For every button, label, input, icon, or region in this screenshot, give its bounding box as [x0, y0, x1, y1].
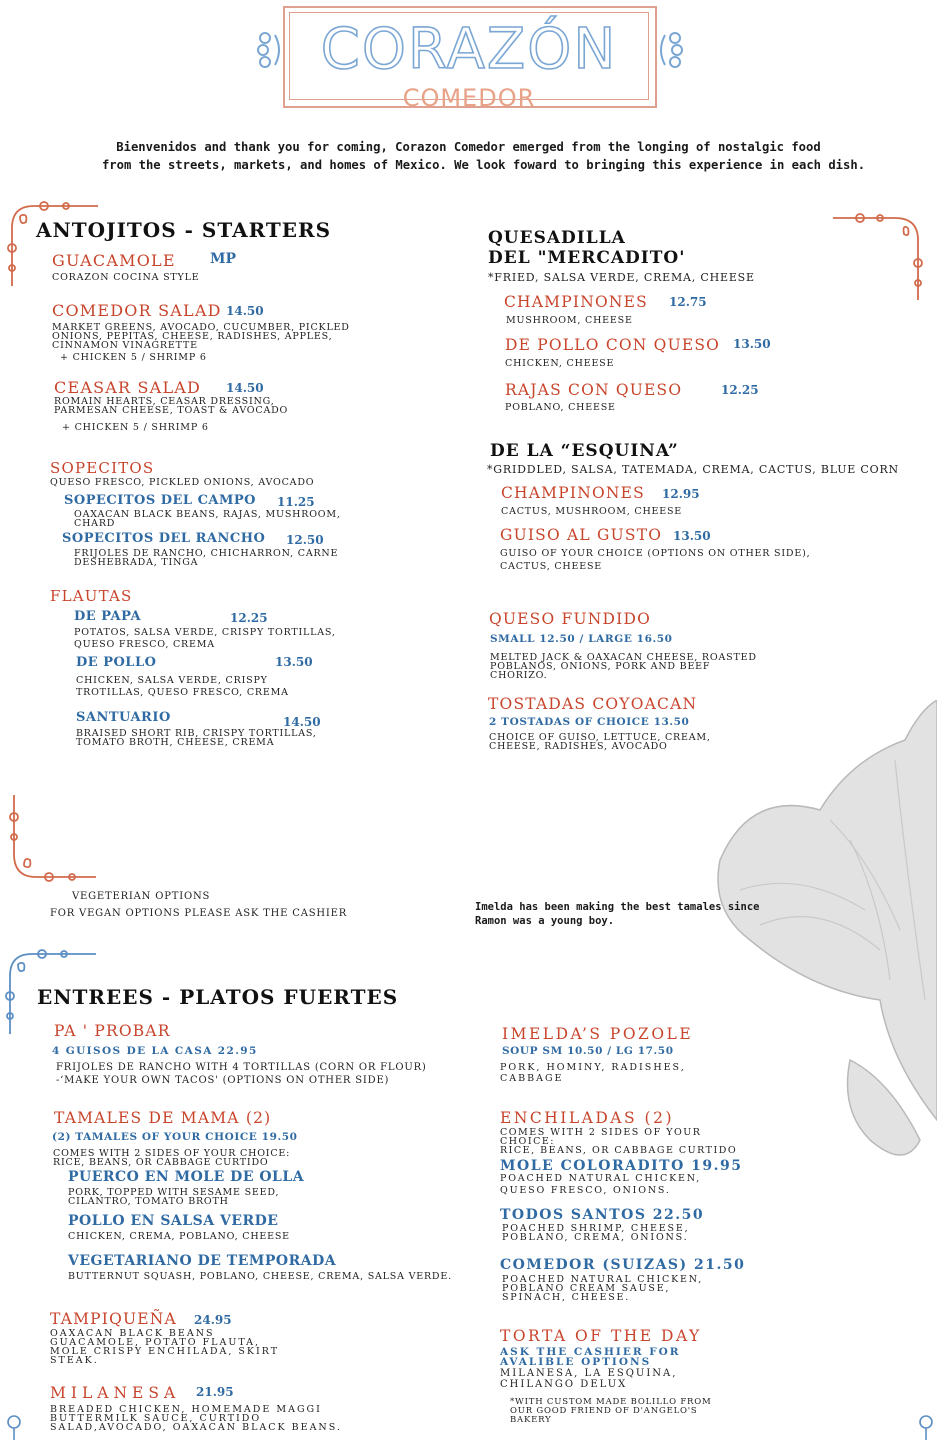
comedor-salad-desc-2: ONIONS, PEPITAS, CHEESE, RADISHES, APPLES, — [52, 331, 333, 342]
tampiquena-name: TAMPIQUEÑA — [50, 1310, 177, 1328]
flourish-mid-left-icon — [4, 792, 99, 887]
enchiladas-desc-2: CHOICE: — [500, 1136, 555, 1147]
esquina-champinones-price: 12.95 — [662, 487, 700, 501]
probar-name: PA ' PROBAR — [54, 1022, 171, 1040]
veg-note: VEGETERIAN OPTIONS — [72, 891, 211, 902]
starters-heading: ANTOJITOS - STARTERS — [36, 218, 332, 242]
flautas-pollo-desc-2: TROTILLAS, QUESO FRESCO, CREMA — [76, 687, 289, 698]
fundido-name: QUESO FUNDIDO — [489, 610, 652, 628]
imelda-note-2: Ramon was a young boy. — [475, 915, 615, 927]
quesadilla-champinones-name: CHAMPINONES — [504, 293, 648, 311]
pozole-sub: SOUP SM 10.50 / LG 17.50 — [502, 1045, 674, 1057]
tamales-vegetariano-desc: BUTTERNUT SQUASH, POBLANO, CHEESE, CREMA, SALSA VERDE. — [68, 1271, 452, 1282]
tampiquena-desc-3: MOLE CRISPY ENCHILADA, SKIRT — [50, 1346, 280, 1357]
entrees-heading: ENTREES - PLATOS FUERTES — [37, 985, 399, 1009]
sopecitos-campo-desc-1: OAXACAN BLACK BEANS, RAJAS, MUSHROOM, — [74, 509, 341, 520]
quesadilla-pollo-desc: CHICKEN, CHEESE — [505, 358, 615, 369]
enchiladas-santos-desc-2: POBLANO, CREMA, ONIONS. — [502, 1232, 689, 1243]
enchiladas-santos-name: TODOS SANTOS 22.50 — [500, 1207, 705, 1223]
ceasar-salad-price: 14.50 — [226, 381, 264, 395]
enchiladas-mole-name: MOLE COLORADITO 19.95 — [500, 1158, 743, 1174]
quesadilla-pollo-name: DE POLLO CON QUESO — [505, 336, 721, 354]
quesadilla-pollo-price: 13.50 — [733, 337, 771, 351]
tamales-sub: (2) TAMALES OF YOUR CHOICE 19.50 — [52, 1131, 298, 1143]
tamales-puerco-name: PUERCO EN MOLE DE OLLA — [68, 1169, 305, 1185]
torta-note-1: *WITH CUSTOM MADE BOLILLO FROM — [510, 1397, 712, 1407]
enchiladas-desc-1: COMES WITH 2 SIDES OF YOUR — [500, 1127, 702, 1138]
flautas-santuario-desc-2: TOMATO BROTH, CHEESE, CREMA — [76, 737, 275, 748]
milanesa-desc-3: SALAD,AVOCADO, OAXACAN BLACK BEANS. — [50, 1422, 342, 1433]
tamales-puerco-desc-2: CILANTRO, TOMATO BROTH — [68, 1196, 229, 1207]
comedor-salad-desc-1: MARKET GREENS, AVOCADO, CUCUMBER, PICKLED — [52, 322, 350, 333]
esquina-champinones-name: CHAMPINONES — [501, 484, 645, 502]
tamales-pollo-desc: CHICKEN, CREMA, POBLANO, CHEESE — [68, 1231, 290, 1242]
quesadilla-heading-1: QUESADILLA — [488, 228, 626, 248]
esquina-guiso-name: GUISO AL GUSTO — [500, 526, 663, 544]
sopecitos-name: SOPECITOS — [50, 459, 155, 477]
fundido-sizes: SMALL 12.50 / LARGE 16.50 — [490, 633, 673, 645]
milanesa-price: 21.95 — [196, 1385, 234, 1399]
flautas-pollo-desc-1: CHICKEN, SALSA VERDE, CRISPY — [76, 675, 268, 686]
flautas-santuario-price: 14.50 — [283, 715, 321, 729]
esquina-heading: DE LA “ESQUINA” — [490, 441, 679, 461]
torta-sub-2: AVALIBLE OPTIONS — [500, 1356, 652, 1368]
enchiladas-name: ENCHILADAS (2) — [500, 1109, 674, 1127]
sopecitos-campo-name: SOPECITOS DEL CAMPO — [64, 493, 257, 508]
tostadas-desc-2: CHEESE, RADISHES, AVOCADO — [489, 741, 668, 752]
enchiladas-mole-desc-1: POACHED NATURAL CHICKEN, — [500, 1173, 702, 1184]
sopecitos-desc: QUESO FRESCO, PICKLED ONIONS, AVOCADO — [50, 477, 315, 488]
flower-illustration-icon — [690, 700, 937, 1220]
enchiladas-mole-desc-2: QUESO FRESCO, ONIONS. — [500, 1185, 671, 1196]
probar-desc-1: FRIJOLES DE RANCHO WITH 4 TORTILLAS (CORN OR FLOUR) — [56, 1062, 427, 1073]
flautas-name: FLAUTAS — [50, 587, 133, 605]
tamales-vegetariano-name: VEGETARIANO DE TEMPORADA — [68, 1253, 337, 1269]
logo-sub: COMEDOR — [402, 84, 536, 112]
sopecitos-rancho-name: SOPECITOS DEL RANCHO — [62, 531, 266, 546]
quesadilla-champinones-desc: MUSHROOM, CHEESE — [506, 315, 633, 326]
logo — [283, 6, 655, 112]
milanesa-desc-2: BUTTERMILK SAUCE, CURTIDO — [50, 1413, 262, 1424]
quesadilla-rajas-name: RAJAS CON QUESO — [505, 381, 683, 399]
torta-note-2: OUR GOOD FRIEND OF D'ANGELO'S — [510, 1406, 698, 1416]
esquina-guiso-desc-1: GUISO OF YOUR CHOICE (OPTIONS ON OTHER SIDE), — [500, 548, 811, 559]
comedor-salad-price: 14.50 — [226, 304, 264, 318]
comedor-salad-name: COMEDOR SALAD — [52, 301, 222, 320]
pozole-name: IMELDA’S POZOLE — [502, 1025, 694, 1043]
flourish-top-right-icon — [830, 208, 925, 303]
comedor-salad-desc-3: CINNAMON VINAGRETTE — [52, 340, 198, 351]
quesadilla-heading-2: DEL "MERCADITO' — [488, 248, 686, 268]
enchiladas-santos-desc-1: POACHED SHRIMP, CHEESE, — [502, 1223, 690, 1234]
tostadas-sub: 2 TOSTADAS OF CHOICE 13.50 — [489, 716, 690, 728]
flautas-papa-desc-1: POTATOS, SALSA VERDE, CRISPY TORTILLAS, — [74, 627, 336, 638]
enchiladas-suizas-desc-2: POBLANO CREAM SAUSE, — [502, 1283, 671, 1294]
logo-name: CORAZÓN — [320, 17, 618, 82]
fundido-desc-2: POBLANOS, ONIONS, PORK AND BEEF — [490, 661, 711, 672]
flourish-bottom-left-icon — [4, 1412, 24, 1440]
tostadas-name: TOSTADAS COYOACAN — [488, 695, 698, 713]
pozole-desc-2: CABBAGE — [500, 1073, 564, 1084]
ceasar-salad-add: + CHICKEN 5 / SHRIMP 6 — [62, 422, 209, 433]
ceasar-salad-desc-1: ROMAIN HEARTS, CEASAR DRESSING, — [54, 396, 275, 407]
sopecitos-campo-price: 11.25 — [277, 495, 315, 509]
esquina-guiso-desc-2: CACTUS, CHEESE — [500, 561, 603, 572]
probar-desc-2: -‘MAKE YOUR OWN TACOS' (OPTIONS ON OTHER SIDE) — [56, 1075, 390, 1086]
flautas-santuario-name: SANTUARIO — [76, 710, 171, 725]
enchiladas-suizas-desc-1: POACHED NATURAL CHICKEN, — [502, 1274, 704, 1285]
flautas-santuario-desc-1: BRAISED SHORT RIB, CRISPY TORTILLAS, — [76, 728, 317, 739]
quesadilla-rajas-price: 12.25 — [721, 383, 759, 397]
sopecitos-rancho-desc-1: FRIJOLES DE RANCHO, CHICHARRON, CARNE — [74, 548, 339, 559]
tostadas-desc-1: CHOICE OF GUISO, LETTUCE, CREAM, — [489, 732, 711, 743]
quesadilla-champinones-price: 12.75 — [669, 295, 707, 309]
fundido-desc-3: CHORIZO. — [490, 670, 548, 681]
intro-line-2: from the streets, markets, and homes of Mexico. We look foward to bringing this experience in each dish. — [101, 158, 866, 172]
esquina-champinones-desc: CACTUS, MUSHROOM, CHEESE — [501, 506, 683, 517]
torta-desc-2: CHILANGO DELUX — [500, 1379, 628, 1390]
logo-flourish-right-icon — [655, 30, 685, 70]
tampiquena-desc-4: STEAK. — [50, 1355, 99, 1366]
milanesa-desc-1: BREADED CHICKEN, HOMEMADE MAGGI — [50, 1404, 322, 1415]
ceasar-salad-desc-2: PARMESAN CHEESE, TOAST & AVOCADO — [54, 405, 289, 416]
torta-note-3: BAKERY — [510, 1415, 552, 1425]
tamales-name: TAMALES DE MAMA (2) — [54, 1109, 272, 1127]
guacamole-price: MP — [210, 251, 237, 267]
guacamole-desc: CORAZON COCINA STYLE — [52, 272, 200, 283]
sopecitos-campo-desc-2: CHARD — [74, 518, 116, 529]
flourish-bottom-right-icon — [916, 1412, 936, 1440]
tamales-puerco-desc-1: PORK, TOPPED WITH SESAME SEED, — [68, 1187, 280, 1198]
probar-sub: 4 GUISOS DE LA CASA 22.95 — [52, 1045, 258, 1057]
tampiquena-price: 24.95 — [194, 1313, 232, 1327]
enchiladas-suizas-desc-3: SPINACH, CHEESE. — [502, 1292, 631, 1303]
flautas-pollo-name: DE POLLO — [76, 655, 157, 670]
tampiquena-desc-2: GUACAMOLE, POTATO FLAUTA, — [50, 1337, 261, 1348]
sopecitos-rancho-price: 12.50 — [286, 533, 324, 547]
esquina-guiso-price: 13.50 — [673, 529, 711, 543]
vegan-note: FOR VEGAN OPTIONS PLEASE ASK THE CASHIER — [50, 908, 348, 919]
torta-desc-1: MILANESA, LA ESQUINA, — [500, 1368, 678, 1379]
tamales-desc-1: COMES WITH 2 SIDES OF YOUR CHOICE: — [53, 1148, 291, 1159]
milanesa-name: MILANESA — [50, 1384, 181, 1402]
torta-sub-1: ASK THE CASHIER FOR — [500, 1346, 681, 1358]
flautas-papa-name: DE PAPA — [74, 609, 142, 624]
tamales-desc-2: RICE, BEANS, OR CABBAGE CURTIDO — [53, 1157, 269, 1168]
tamales-pollo-name: POLLO EN SALSA VERDE — [68, 1213, 279, 1229]
tampiquena-desc-1: OAXACAN BLACK BEANS — [50, 1328, 215, 1339]
enchiladas-suizas-name: COMEDOR (SUIZAS) 21.50 — [500, 1257, 746, 1273]
esquina-note: *GRIDDLED, SALSA, TATEMADA, CREMA, CACTUS, BLUE CORN — [487, 463, 899, 476]
sopecitos-rancho-desc-2: DESHEBRADA, TINGA — [74, 557, 199, 568]
flautas-papa-price: 12.25 — [230, 611, 268, 625]
guacamole-name: GUACAMOLE — [52, 251, 176, 270]
torta-name: TORTA OF THE DAY — [500, 1327, 702, 1345]
imelda-note-1: Imelda has been making the best tamales since — [475, 901, 760, 913]
flautas-pollo-price: 13.50 — [275, 655, 313, 669]
ceasar-salad-name: CEASAR SALAD — [54, 378, 202, 397]
pozole-desc-1: PORK, HOMINY, RADISHES, — [500, 1062, 686, 1073]
logo-flourish-left-icon — [255, 30, 285, 70]
quesadilla-note: *FRIED, SALSA VERDE, CREMA, CHEESE — [488, 271, 755, 284]
enchiladas-desc-3: RICE, BEANS, OR CABBAGE CURTIDO — [500, 1145, 738, 1156]
flautas-papa-desc-2: QUESO FRESCO, CREMA — [74, 639, 215, 650]
fundido-desc-1: MELTED JACK & OAXACAN CHEESE, ROASTED — [490, 652, 757, 663]
intro-line-1: Bienvenidos and thank you for coming, Corazon Comedor emerged from the longing of nostalgic food — [116, 140, 821, 154]
comedor-salad-add: + CHICKEN 5 / SHRIMP 6 — [60, 352, 207, 363]
quesadilla-rajas-desc: POBLANO, CHEESE — [505, 402, 616, 413]
